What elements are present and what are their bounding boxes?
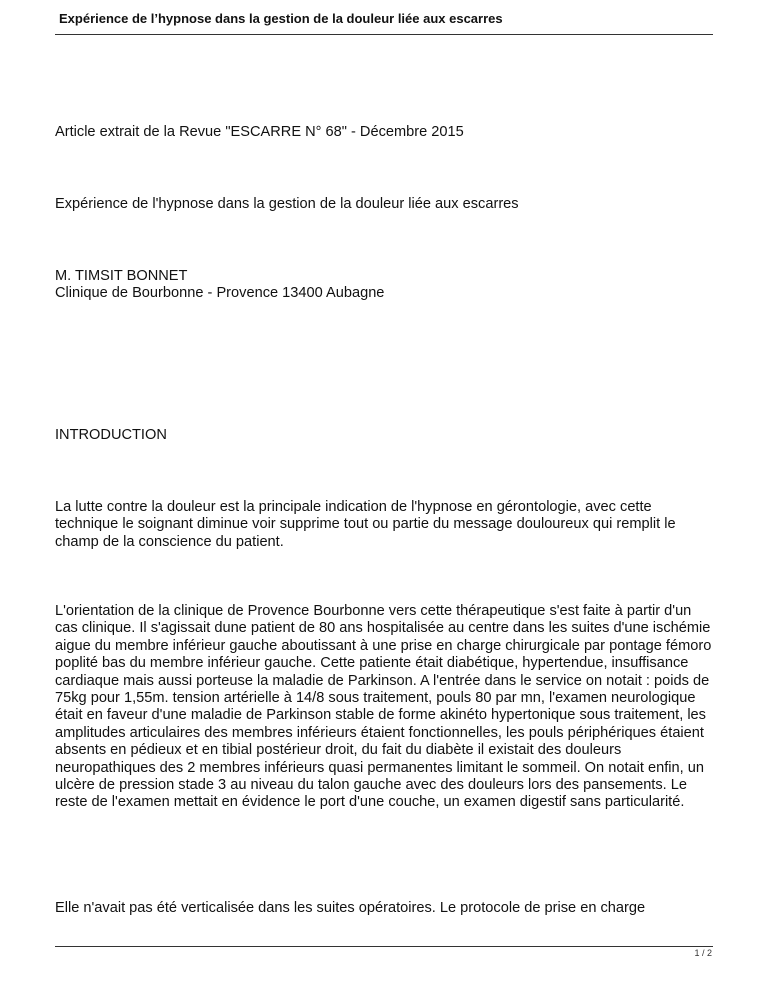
paragraph-text: L'orientation de la clinique de Provence Bourbonne vers cette thérapeutique s'est faite à partir d'un cas clinique. Il s'agissait dune patient de 80 ans hospitalisée au centre dans les suites d'une ischémie aigue du membre inférieur gauche aboutissant à une prise en charge chirurgicale par pontage fémoro poplité bas du membre inférieur gauche. Cette patiente était diabétique, hypertendue, insuffisance cardiaque mais aussi porteuse la maladie de Parkinson. A l'entrée dans le service on notait : poids de 75kg pour 1,55m. tension artérielle à 14/8 sous traitement, pouls 80 par mn, l'examen neurologique était en faveur d'une maladie de Parkinson stable de forme akinéto hypertonique sous traitement, les amplitudes articulaires des membres inférieurs étaient fonctionnelles, les pouls périphériques étaient absents en pédieux et en tibial postérieur droit, du fait du diabète il existait des douleurs neuropathiques des 2 membres inférieurs quasi permanentes limitant le sommeil. On notait enfin, un ulcère de pression stade 3 au niveau du talon gauche avec des douleurs lors des pansements. Le reste de l'examen mettait en évidence le port d'une couche, un examen digestif sans particularité. <box>55 603 712 811</box>
author-affiliation: Clinique de Bourbonne - Provence 13400 Aubagne <box>55 285 385 302</box>
header-divider <box>55 34 713 35</box>
article-title <box>55 196 715 213</box>
author-block <box>55 268 715 303</box>
paragraph-text: Elle n'avait pas été verticalisée dans les suites opératoires. Le protocole de prise en charge <box>55 900 646 916</box>
article-source <box>55 124 715 141</box>
running-header-title: Expérience de l’hypnose dans la gestion de la douleur liée aux escarres <box>59 11 503 26</box>
paragraph <box>55 900 715 917</box>
paragraph <box>55 499 715 551</box>
paragraph <box>55 603 715 812</box>
author-name: M. TIMSIT BONNET <box>55 268 188 284</box>
article-title-text: Expérience de l'hypnose dans la gestion de la douleur liée aux escarres <box>55 196 519 212</box>
section-heading-text: INTRODUCTION <box>55 427 167 443</box>
section-heading <box>55 427 715 444</box>
article-source-text: Article extrait de la Revue "ESCARRE N° 68" - Décembre 2015 <box>55 124 464 140</box>
paragraph-text: La lutte contre la douleur est la principale indication de l'hypnose en gérontologie, avec cette technique le soignant diminue voir supprime tout ou partie du message douloureux qui remplit le champ de la conscience du patient. <box>55 499 676 550</box>
page-number: 1 / 2 <box>694 948 712 958</box>
footer-divider <box>55 946 713 947</box>
